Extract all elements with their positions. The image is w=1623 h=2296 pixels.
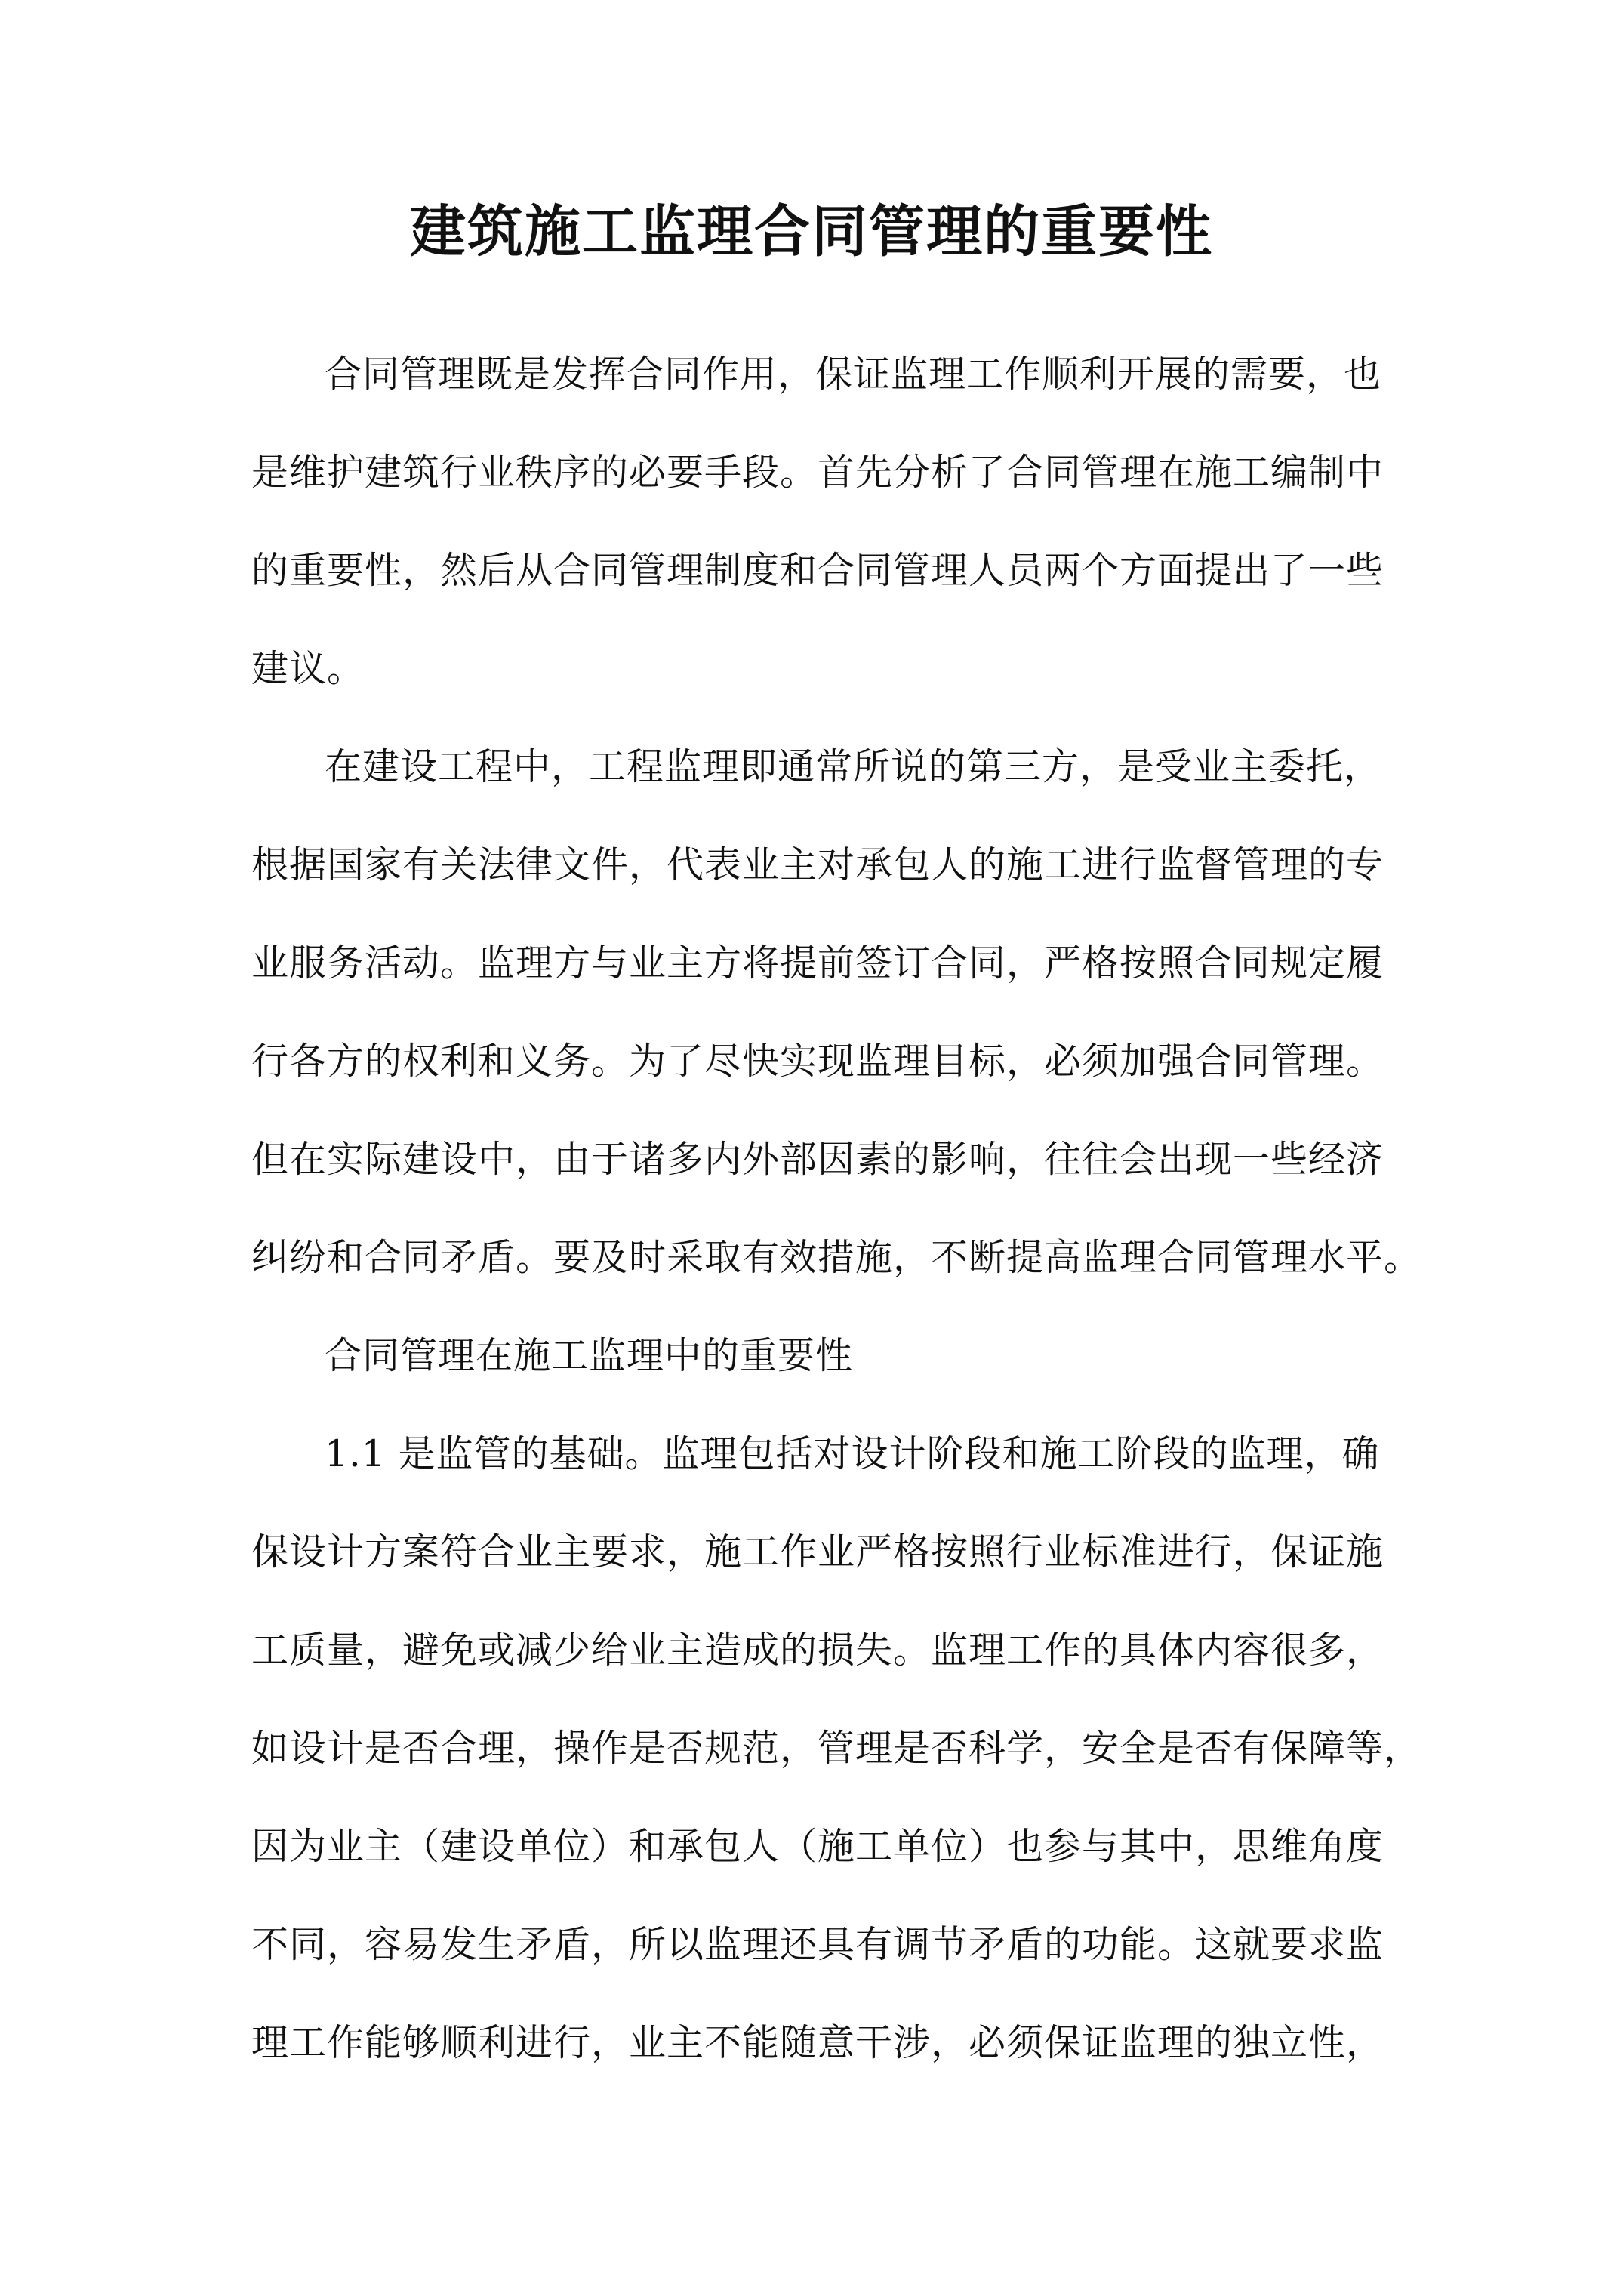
paragraph-line: 不同，容易发生矛盾，所以监理还具有调节矛盾的功能。这就要求监 (251, 1923, 1384, 1966)
paragraph-line: 1.1 是监管的基础。监理包括对设计阶段和施工阶段的监理，确 (325, 1432, 1380, 1475)
paragraph-line: 工质量，避免或减少给业主造成的损失。监理工作的具体内容很多， (251, 1629, 1384, 1672)
paragraph-line: 但在实际建设中，由于诸多内外部因素的影响，往往会出现一些经济 (251, 1138, 1384, 1181)
paragraph-line: 行各方的权利和义务。为了尽快实现监理目标，必须加强合同管理。 (251, 1040, 1384, 1083)
paragraph-line: 是维护建筑行业秩序的必要手段。首先分析了合同管理在施工编制中 (251, 451, 1384, 494)
paragraph-line: 的重要性，然后从合同管理制度和合同管理人员两个方面提出了一些 (251, 549, 1384, 592)
paragraph-line: 建议。 (251, 647, 365, 690)
paragraph-line: 业服务活动。监理方与业主方将提前签订合同，严格按照合同规定履 (251, 942, 1384, 985)
section-heading: 合同管理在施工监理中的重要性 (325, 1334, 854, 1377)
paragraph-line: 如设计是否合理，操作是否规范，管理是否科学，安全是否有保障等， (251, 1727, 1422, 1770)
paragraph-line: 在建设工程中，工程监理即通常所说的第三方，是受业主委托， (325, 745, 1382, 788)
paragraph-line: 保设计方案符合业主要求，施工作业严格按照行业标准进行，保证施 (251, 1530, 1384, 1573)
document-title: 建筑施工监理合同管理的重要性 (410, 199, 1213, 264)
paragraph-line: 合同管理既是发挥合同作用，保证监理工作顺利开展的需要，也 (325, 353, 1382, 396)
paragraph-line: 因为业主（建设单位）和承包人（施工单位）也参与其中，思维角度 (251, 1825, 1384, 1868)
paragraph-line: 根据国家有关法律文件，代表业主对承包人的施工进行监督管理的专 (251, 843, 1384, 886)
paragraph-line: 理工作能够顺利进行，业主不能随意干涉，必须保证监理的独立性， (251, 2021, 1384, 2064)
paragraph-line: 纠纷和合同矛盾。要及时采取有效措施，不断提高监理合同管理水平。 (251, 1236, 1422, 1279)
